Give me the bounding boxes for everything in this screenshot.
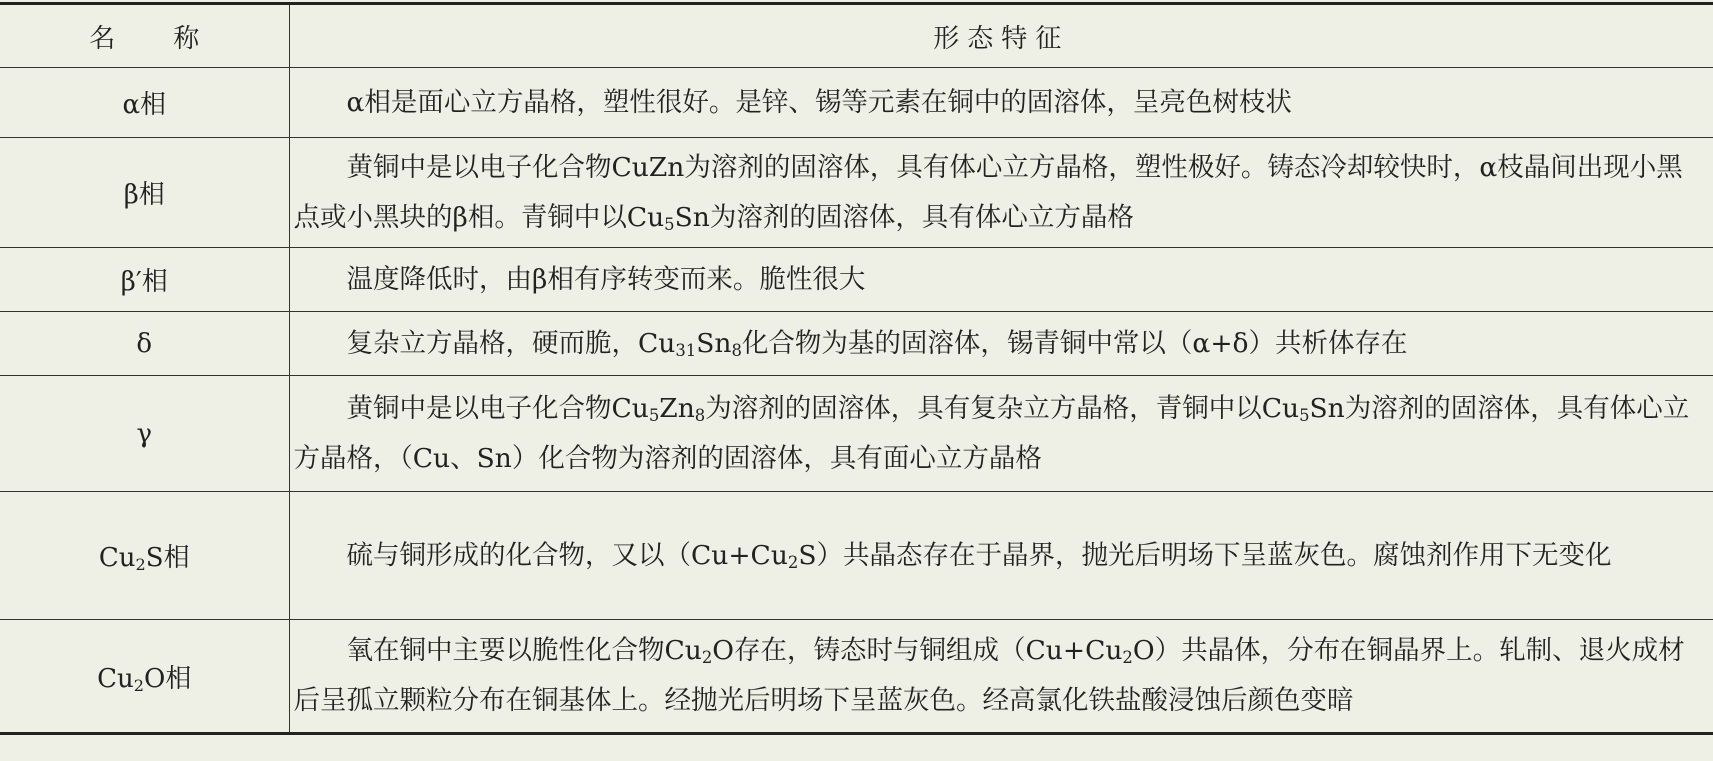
table-row bbox=[0, 248, 1713, 312]
phase-description: α相是面心立方晶格，塑性很好。是锌、锡等元素在铜中的固溶体，呈亮色树枝状 bbox=[289, 68, 1713, 138]
phase-description: 温度降低时，由β相有序转变而来。脆性很大 bbox=[289, 248, 1713, 312]
phase-description: 氧在铜中主要以脆性化合物$Cu_2O$存在，铸态时与铜组成$(Cu+Cu_2O)$共晶体，分布在铜晶界上。轧制、退火成材后呈孤立颗粒分布在铜基体上。经抛光后明场下呈蓝灰色。经高氯化铁盐酸浸蚀后颜色变暗 bbox=[289, 620, 1713, 734]
header-desc: 形态特征 bbox=[289, 4, 1713, 68]
phase-description: 黄铜中是以电子化合物CuZn为溶剂的固溶体，具有体心立方晶格，塑性极好。铸态冷却较快时，α枝晶间出现小黑点或小黑块的β相。青铜中以$Cu_5Sn$为溶剂的固溶体，具有体心立方晶格 bbox=[289, 138, 1713, 248]
table-header-row bbox=[0, 4, 1713, 68]
phase-name: γ bbox=[0, 376, 289, 492]
phase-name: δ bbox=[0, 312, 289, 376]
phase-name: β′相 bbox=[0, 248, 289, 312]
phase-description: 硫与铜形成的化合物，又以$(Cu+Cu_2S)$共晶态存在于晶界，抛光后明场下呈蓝灰色。腐蚀剂作用下无变化 bbox=[289, 492, 1713, 620]
phase-name: β相 bbox=[0, 138, 289, 248]
table-row bbox=[0, 312, 1713, 376]
phase-name: α相 bbox=[0, 68, 289, 138]
phase-description: 复杂立方晶格，硬而脆，$Cu_{31}Sn_8$化合物为基的固溶体，锡青铜中常以（α+δ）共析体存在 bbox=[289, 312, 1713, 376]
table-row bbox=[0, 620, 1713, 734]
phase-morphology-table bbox=[0, 2, 1713, 735]
phase-name: $Cu_2O$相 bbox=[0, 620, 289, 734]
table-row bbox=[0, 68, 1713, 138]
table-row bbox=[0, 492, 1713, 620]
table-row bbox=[0, 376, 1713, 492]
table-row bbox=[0, 138, 1713, 248]
phase-name: $Cu_2S$相 bbox=[0, 492, 289, 620]
phase-description: 黄铜中是以电子化合物$Cu_5Zn_8$为溶剂的固溶体，具有复杂立方晶格，青铜中以$Cu_5Sn$为溶剂的固溶体，具有体心立方晶格，（Cu、Sn）化合物为溶剂的固溶体，具有面心立方晶格 bbox=[289, 376, 1713, 492]
header-name: 名称 bbox=[0, 4, 289, 68]
